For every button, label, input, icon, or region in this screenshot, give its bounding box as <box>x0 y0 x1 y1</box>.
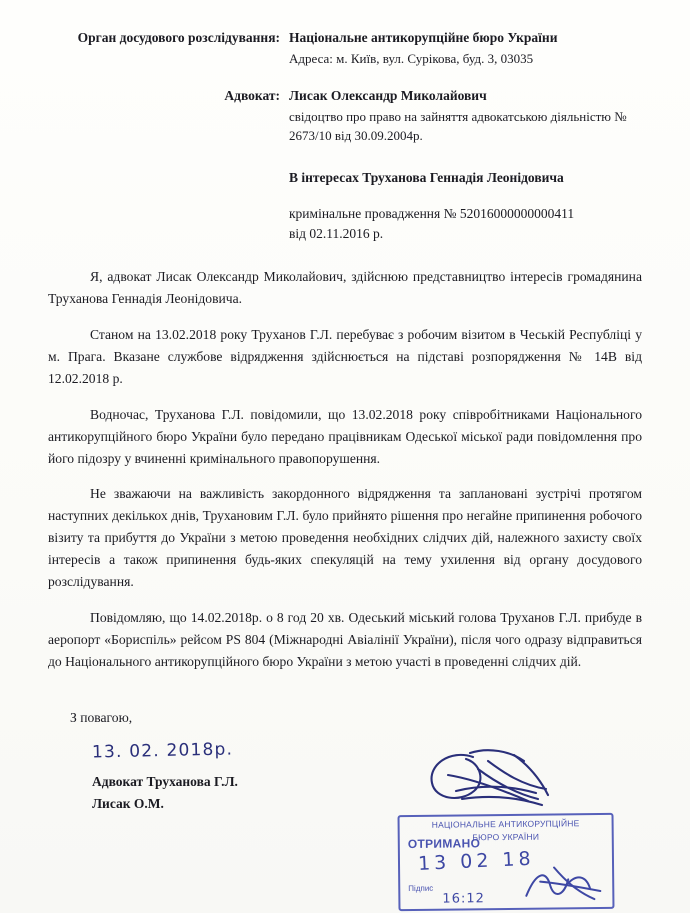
stamp-org-line-1: НАЦІОНАЛЬНЕ АНТИКОРУПЦІЙНЕ <box>431 818 580 830</box>
criminal-proceeding-date: від 02.11.2016 р. <box>289 226 384 242</box>
in-interests-of: В інтересах Труханова Геннадія Леонідовича <box>289 169 564 185</box>
closing-line: З повагою, <box>70 710 133 725</box>
signatory-role: Адвокат Труханова Г.Л. <box>92 773 238 789</box>
investigation-body-name: Національне антикорупційне бюро України <box>289 30 558 45</box>
stamp-received-time: 16:12 <box>442 891 485 907</box>
advocate-label: Адвокат: <box>224 88 280 104</box>
investigation-body-address: Адреса: м. Київ, вул. Сурікова, буд. 3, 03035 <box>289 50 534 66</box>
paragraph-1: Я, адвокат Лисак Олександр Миколайович, здійснюю представництво інтересів громадянина Труханова Геннадія Леонідовича. <box>48 269 642 307</box>
paragraph-2: Станом на 13.02.2018 року Труханов Г.Л. перебуває з робочим візитом в Чеській Республіці у м. Прага. Вказане службове відрядження здійснюється на підставі розпорядження № 14В від 12.02.2018 р. <box>48 327 642 387</box>
paragraph-3: Водночас, Труханова Г.Л. повідомили, що 13.02.2018 року співробітниками Національного антикорупційного бюро України було передано працівникам Одеської міської ради повідомлення про його підозру у вчиненні кримінального правопорушення. <box>48 406 642 466</box>
stamp-handwritten-signature <box>520 861 606 906</box>
document-body <box>0 266 690 854</box>
handwritten-date: 13. 02. 2018р. <box>91 739 234 763</box>
stamp-received-date: 13 02 18 <box>417 847 536 875</box>
signatory-name: Лисак О.М. <box>92 795 164 811</box>
stamp-received-label: ОТРИМАНО <box>407 836 481 852</box>
criminal-proceeding-number: кримінальне провадження № 52016000000000411 <box>289 205 575 221</box>
advocate-name: Лисак Олександр Миколайович <box>289 88 487 104</box>
investigation-body-value-group <box>289 28 642 68</box>
investigation-body-label: Орган досудового розслідування: <box>77 30 280 45</box>
stamp-signature-label: Підпис <box>408 883 434 894</box>
advocate-license: свідоцтво про право на зайняття адвокатською діяльністю № 2673/10 від 30.09.2004р. <box>289 108 627 144</box>
stamp-org-line-2: БЮРО УКРАЇНИ <box>472 831 540 843</box>
received-stamp <box>398 813 615 911</box>
header-row-advocate <box>48 86 642 146</box>
paragraph-4: Не зважаючи на важливість закордонного відрядження та заплановані зустрічі протягом наступних декількох днів, Трухановим Г.Л. було прийнято рішення про негайне припинення робочого візиту та прибуття до України з метою проведення необхідних слідчих дій, належного захисту своїх інтересів а також припинення будь-яких спекуляцій на тему ухилення від органу досудового розслідування. <box>48 486 642 590</box>
document-header <box>0 0 690 244</box>
paragraph-5: Повідомляю, що 14.02.2018р. о 8 год 20 хв. Одеський міський голова Труханов Г.Л. прибуде в аеропорт «Бориспіль» рейсом PS 804 (Міжнародні Авіалінії України), після чого одразу відправиться до Національного антикорупційного бюро України з метою участі в проведенні слідчих дій. <box>48 609 642 669</box>
advocate-value-group <box>289 86 642 146</box>
header-row-investigation-body <box>48 28 642 68</box>
